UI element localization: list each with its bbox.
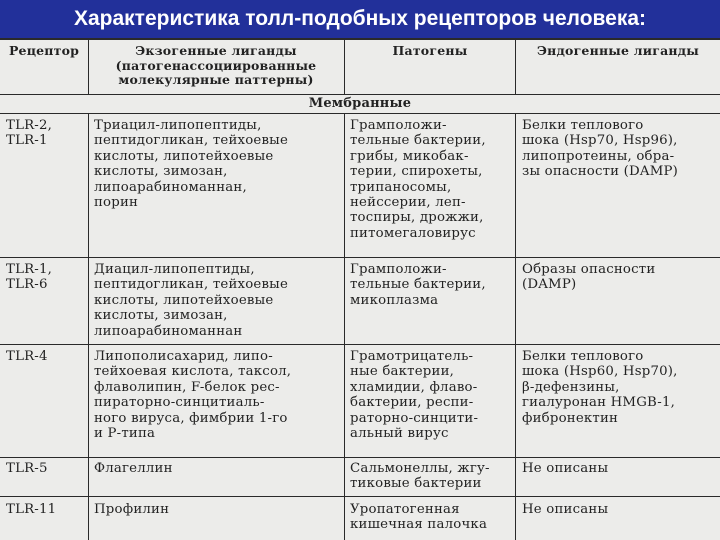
column-divider (88, 38, 89, 94)
table-row-pathogens: Уропатогенная кишечная палочка (350, 502, 488, 533)
table-row-endogenous: Не описаны (522, 502, 609, 517)
header-exogenous-ligands: Экзогенные лиганды (патогенассоциированные молекулярные паттерны) (115, 43, 317, 87)
table-row-receptor: TLR-2, TLR-1 (6, 118, 53, 149)
table-row-receptor: TLR-1, TLR-6 (6, 262, 53, 293)
column-divider (515, 38, 516, 94)
table-row-exogenous: Триацил-липопептиды, пептидогликан, тейхоевые кислоты, липотейхоевые кислоты, зимозан, липоарабиноманнан, порин (94, 118, 289, 211)
column-divider (344, 114, 345, 540)
table-row-endogenous: Белки теплового шока (Hsp70, Hsp96), липопротеины, обра- зы опасности (DAMP) (522, 118, 679, 180)
table-row-pathogens: Грамотрицатель- ные бактерии, хламидии, флаво- бактерии, респи- раторно-синцити- альный вирус (350, 349, 479, 442)
header-pathogens: Патогены (392, 43, 468, 58)
header-receptor: Рецептор (8, 43, 80, 58)
row-divider (0, 257, 720, 258)
column-divider (88, 114, 89, 540)
header-endogenous-ligands: Эндогенные лиганды (537, 43, 699, 58)
table-row-exogenous: Флагеллин (94, 461, 173, 476)
table-row-exogenous: Диацил-липопептиды, пептидогликан, тейхоевые кислоты, липотейхоевые кислоты, зимозан, липоарабиноманнан (94, 262, 289, 339)
table-row-receptor: TLR-5 (6, 461, 48, 476)
table-row-receptor: TLR-11 (6, 502, 57, 517)
table-row-endogenous: Белки теплового шока (Hsp60, Hsp70), β-дефензины, гиалуронан HMGB-1, фибронектин (522, 349, 678, 426)
row-divider (0, 496, 720, 497)
slide-title: Характеристика толл-подобных рецепторов человека: (73, 7, 647, 30)
column-divider (344, 38, 345, 94)
row-divider (0, 457, 720, 458)
row-divider (0, 344, 720, 345)
column-divider (515, 114, 516, 540)
table-row-receptor: TLR-4 (6, 349, 48, 364)
table-row-pathogens: Сальмонеллы, жгу- тиковые бактерии (350, 461, 490, 492)
table-row-pathogens: Грамположи- тельные бактерии, микоплазма (350, 262, 486, 308)
table-row-endogenous: Не описаны (522, 461, 609, 476)
table-top-border (0, 38, 720, 40)
table-row-exogenous: Липополисахарид, липо- тейхоевая кислота, таксол, флаволипин, F-белок рес- пираторно-синцитиаль- ного вируса, фимбрии 1-го и Р-типа (94, 349, 292, 442)
header-divider (0, 94, 720, 95)
table-row-endogenous: Образы опасности (DAMP) (522, 262, 656, 293)
table-row-pathogens: Грамположи- тельные бактерии, грибы, микобак- терии, спирохеты, трипаносомы, нейссерии, леп- тоспиры, дрожжи, питомегаловирус (350, 118, 486, 241)
table-row-exogenous: Профилин (94, 502, 170, 517)
section-membrane: Мембранные (308, 96, 412, 111)
section-divider (0, 113, 720, 114)
